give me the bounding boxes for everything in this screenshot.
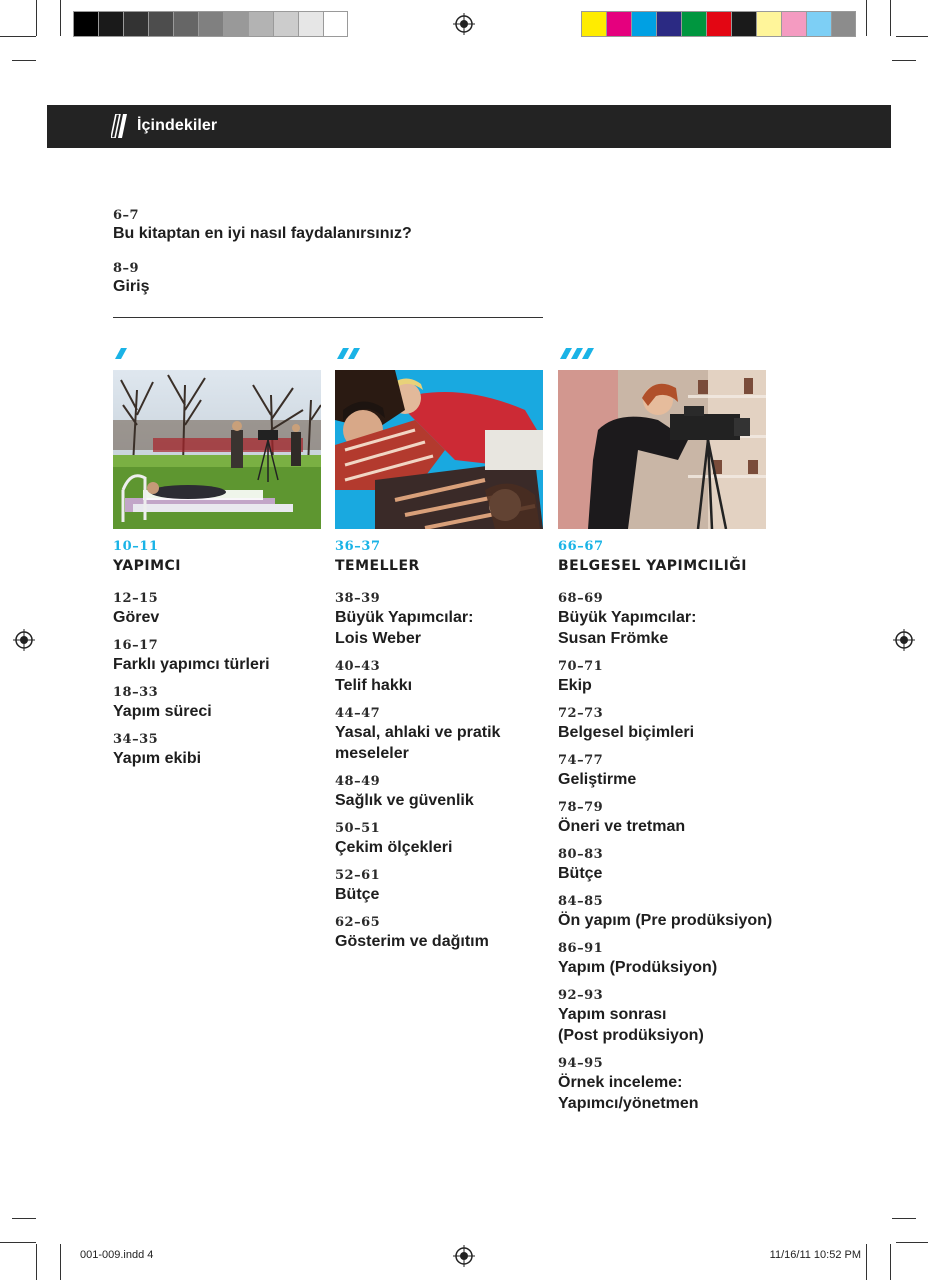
color-swatch <box>123 11 148 37</box>
toc-entry[interactable] <box>335 868 565 905</box>
section-title[interactable]: YAPIMCI <box>113 558 182 574</box>
color-swatch <box>173 11 198 37</box>
crop-mark <box>892 60 916 61</box>
toc-entry[interactable] <box>558 941 788 978</box>
color-swatch <box>656 11 681 37</box>
crop-mark <box>890 0 891 36</box>
entry-title: Belgesel biçimleri <box>558 724 695 741</box>
toc-entry[interactable] <box>113 591 343 628</box>
color-swatch <box>756 11 781 37</box>
color-swatch <box>223 11 248 37</box>
toc-entry[interactable] <box>558 706 788 743</box>
entry-title: Yasal, ahlaki ve pratik meseleler <box>335 724 501 762</box>
page-range: 94–95 <box>558 1056 604 1071</box>
page-range: 48–49 <box>335 774 381 789</box>
entry-title: Öneri ve tretman <box>558 818 686 835</box>
color-swatch <box>831 11 856 37</box>
section-title[interactable]: TEMELLER <box>335 558 420 574</box>
process-color-bar <box>581 11 856 37</box>
toc-entry[interactable] <box>558 1056 788 1114</box>
color-swatch <box>148 11 173 37</box>
photo-camerawoman <box>558 370 766 529</box>
toc-entry[interactable] <box>558 659 788 696</box>
entry-title: Yapım sonrası (Post prodüksiyon) <box>558 1006 704 1044</box>
crop-mark <box>36 1244 37 1280</box>
entry-title: Bütçe <box>335 886 380 903</box>
section-marker-icon <box>113 345 173 361</box>
toc-entry[interactable] <box>335 774 565 811</box>
toc-entry[interactable] <box>335 706 565 764</box>
toc-entry[interactable] <box>335 821 565 858</box>
section-marker-icon <box>558 345 618 361</box>
page-range: 40–43 <box>335 659 381 674</box>
page-range: 50–51 <box>335 821 381 836</box>
entry-title: Büyük Yapımcılar: Lois Weber <box>335 609 474 647</box>
color-swatch <box>73 11 98 37</box>
registration-mark-icon <box>13 629 35 651</box>
color-swatch <box>731 11 756 37</box>
toc-entry[interactable] <box>113 208 412 244</box>
crop-mark <box>896 36 928 37</box>
entry-title: Ön yapım (Pre prodüksiyon) <box>558 912 773 929</box>
page-range: 6–7 <box>113 208 140 223</box>
crop-mark <box>12 1218 36 1219</box>
page-range: 74–77 <box>558 753 604 768</box>
color-swatch <box>781 11 806 37</box>
color-swatch <box>681 11 706 37</box>
toc-entry[interactable] <box>113 685 343 722</box>
entry-title: Yapım süreci <box>113 703 212 720</box>
entry-title: Sağlık ve güvenlik <box>335 792 474 809</box>
page-range: 8–9 <box>113 261 140 276</box>
crop-mark <box>36 0 37 36</box>
section-marker-icon <box>335 345 395 361</box>
page-header-bar <box>47 105 891 148</box>
entry-title: Gösterim ve dağıtım <box>335 933 489 950</box>
toc-entry[interactable] <box>558 894 788 931</box>
page-range: 16–17 <box>113 638 159 653</box>
section-column-fundamentals <box>335 345 550 950</box>
page-range: 52–61 <box>335 868 381 883</box>
toc-list <box>335 591 565 962</box>
crop-mark <box>0 1242 36 1243</box>
color-swatch <box>581 11 606 37</box>
crop-mark <box>866 0 867 36</box>
page-range: 80–83 <box>558 847 604 862</box>
page-range: 92–93 <box>558 988 604 1003</box>
color-swatch <box>323 11 348 37</box>
color-swatch <box>606 11 631 37</box>
file-slug: 001-009.indd 4 <box>80 1249 154 1261</box>
entry-title: Farklı yapımcı türleri <box>113 656 270 673</box>
crop-mark <box>896 1242 928 1243</box>
crop-mark <box>890 1244 891 1280</box>
toc-list <box>113 591 343 779</box>
page-range: 72–73 <box>558 706 604 721</box>
section-page-range: 66–67 <box>558 539 604 554</box>
toc-list <box>558 591 788 1124</box>
page-range: 34–35 <box>113 732 159 747</box>
toc-entry[interactable] <box>335 659 565 696</box>
entry-title: Çekim ölçekleri <box>335 839 453 856</box>
page-title: İçindekiler <box>137 117 218 134</box>
registration-mark-icon <box>453 13 475 35</box>
color-swatch <box>273 11 298 37</box>
entry-title: Büyük Yapımcılar: Susan Frömke <box>558 609 697 647</box>
page-range: 78–79 <box>558 800 604 815</box>
toc-entry[interactable] <box>335 591 565 649</box>
page-range: 38–39 <box>335 591 381 606</box>
entry-title: Bu kitaptan en iyi nasıl faydalanırsınız? <box>113 225 412 242</box>
page-range: 18–33 <box>113 685 159 700</box>
entry-title: Giriş <box>113 278 150 295</box>
color-swatch <box>298 11 323 37</box>
toc-entry[interactable] <box>335 915 565 952</box>
toc-entry[interactable] <box>558 988 788 1046</box>
entry-title: Görev <box>113 609 160 626</box>
photo-film-set <box>113 370 321 529</box>
page-range: 62–65 <box>335 915 381 930</box>
crop-mark <box>12 60 36 61</box>
entry-title: Yapım (Prodüksiyon) <box>558 959 718 976</box>
page-range: 44–47 <box>335 706 381 721</box>
page-range: 12–15 <box>113 591 159 606</box>
entry-title: Bütçe <box>558 865 603 882</box>
page-range: 86–91 <box>558 941 604 956</box>
page-range: 84–85 <box>558 894 604 909</box>
toc-entry[interactable] <box>558 800 788 837</box>
color-swatch <box>806 11 831 37</box>
page-range: 68–69 <box>558 591 604 606</box>
grayscale-color-bar <box>73 11 348 37</box>
color-swatch <box>198 11 223 37</box>
crop-mark <box>60 1244 61 1280</box>
page-range: 70–71 <box>558 659 604 674</box>
toc-entry[interactable] <box>113 261 149 297</box>
color-swatch <box>706 11 731 37</box>
registration-mark-icon <box>893 629 915 651</box>
divider <box>113 317 543 318</box>
section-title[interactable]: BELGESEL YAPIMCILIĞI <box>558 558 747 574</box>
entry-title: Geliştirme <box>558 771 637 788</box>
entry-title: Yapım ekibi <box>113 750 202 767</box>
crop-mark <box>0 36 36 37</box>
entry-title: Örnek inceleme: Yapımcı/yönetmen <box>558 1074 699 1112</box>
crop-mark <box>892 1218 916 1219</box>
crop-mark <box>60 0 61 36</box>
toc-entry[interactable] <box>558 753 788 790</box>
toc-entry[interactable] <box>558 591 788 649</box>
entry-title: Ekip <box>558 677 592 694</box>
entry-title: Telif hakkı <box>335 677 413 694</box>
color-swatch <box>631 11 656 37</box>
section-column-producer <box>113 345 328 767</box>
color-swatch <box>98 11 123 37</box>
section-page-range: 36–37 <box>335 539 381 554</box>
crop-mark <box>866 1244 867 1280</box>
print-timestamp: 11/16/11 10:52 PM <box>769 1249 861 1261</box>
color-swatch <box>248 11 273 37</box>
toc-entry[interactable] <box>558 847 788 884</box>
section-page-range: 10–11 <box>113 539 159 554</box>
double-slash-icon <box>111 114 127 138</box>
toc-entry[interactable] <box>113 732 343 769</box>
toc-entry[interactable] <box>113 638 343 675</box>
photo-three-people <box>335 370 543 529</box>
section-column-documentary <box>558 345 773 1112</box>
registration-mark-icon <box>453 1245 475 1267</box>
